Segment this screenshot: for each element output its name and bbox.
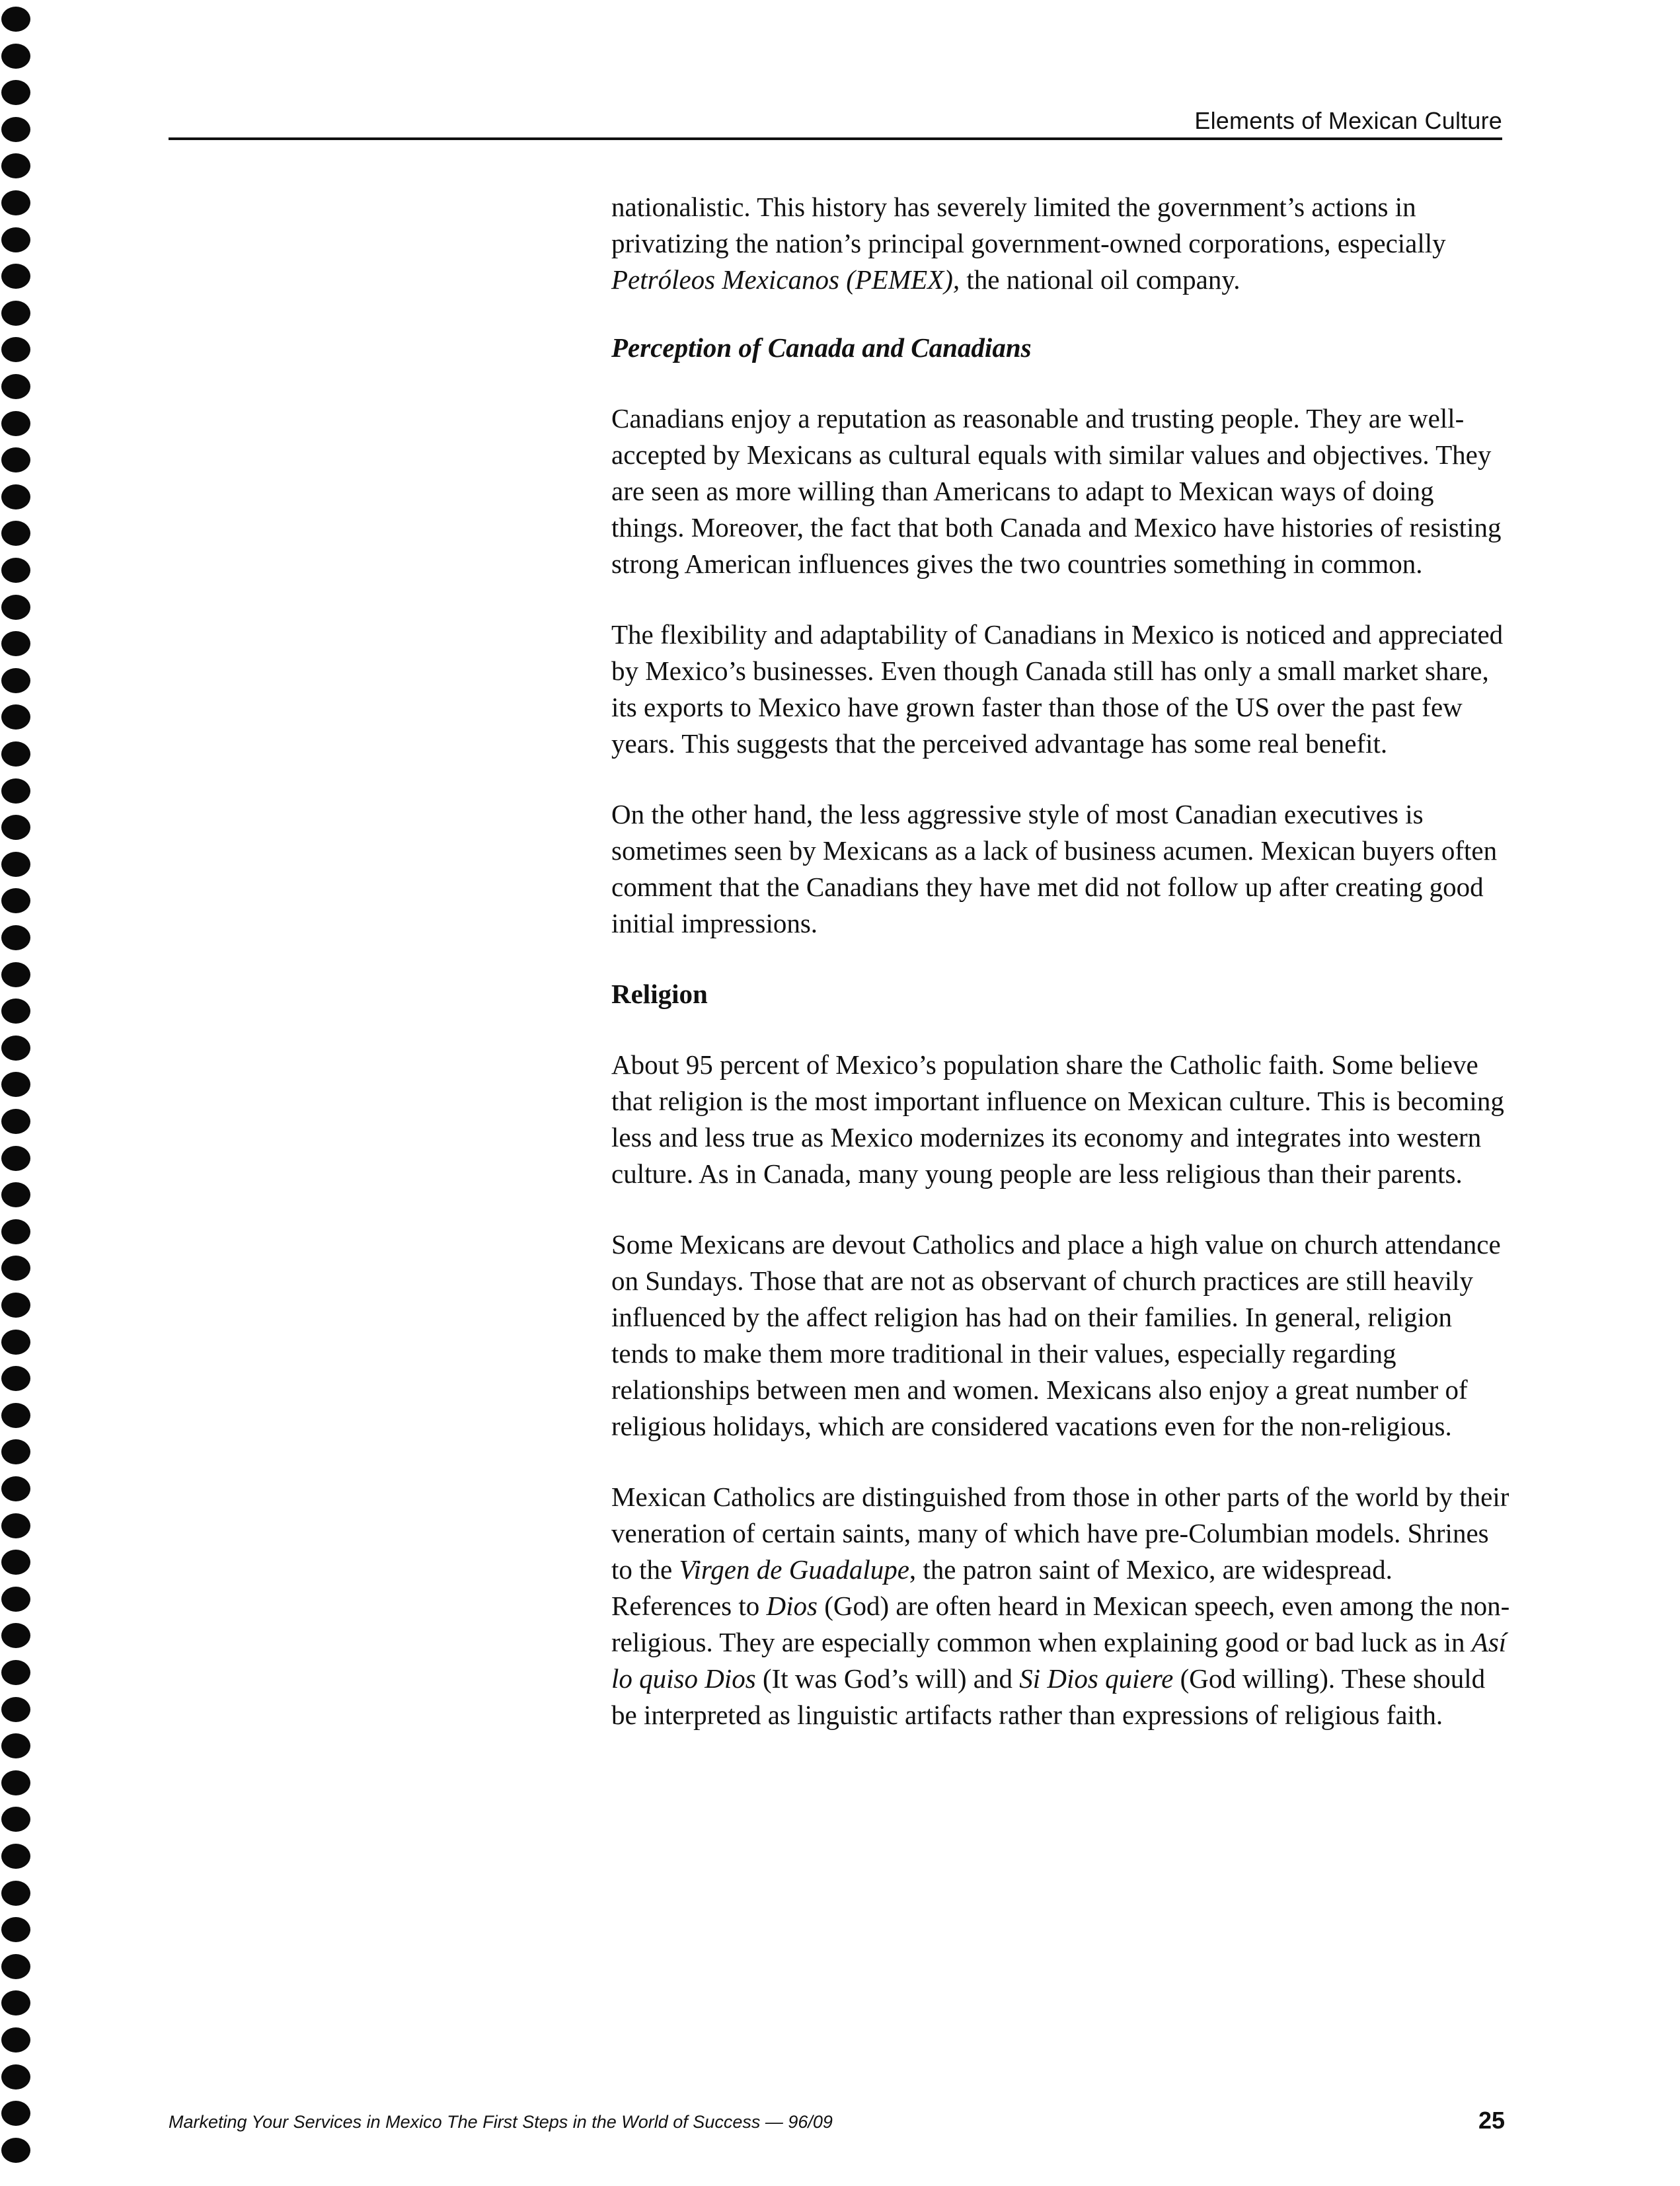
binding-hole (1, 668, 30, 693)
binding-hole (1, 815, 30, 840)
binding-hole (1, 1733, 30, 1758)
text-run: , the patron saint of Mexico, are widespread. References to (611, 1554, 1393, 1621)
italic-run: Si Dios quiere (1019, 1663, 1174, 1694)
binding-hole (1, 595, 30, 620)
subheading-canada: Perception of Canada and Canadians (611, 332, 1032, 363)
binding-hole (1, 1807, 30, 1832)
running-header (169, 106, 1502, 140)
binding-hole (1, 301, 30, 326)
binding-hole (1, 1072, 30, 1097)
page-content (611, 189, 1510, 1768)
binding-hole (1, 962, 30, 987)
binding-hole (1, 1036, 30, 1061)
binding-hole (1, 1182, 30, 1207)
italic-run: Petróleos Mexicanos (PEMEX), (611, 264, 960, 295)
binding-hole (1, 484, 30, 509)
paragraph-catholic-faith: About 95 percent of Mexico’s population share the Catholic faith. Some believe that religion is the most important influence on Mexican culture. This is becoming less and less true as Mexico modernizes its economy and integrates into western culture. As in Canada, many young people are less religious than their parents. (611, 1049, 1504, 1189)
binding-hole (1, 2138, 30, 2163)
binding-hole (1, 558, 30, 583)
italic-run: Dios (766, 1591, 818, 1621)
binding-hole (1, 80, 30, 105)
footer-title: Marketing Your Services in Mexico The First Steps in the World of Success — 96/09 (169, 2112, 833, 2132)
text-run: Mexican Catholics are distinguished from those in other parts of the world by their veneration of certain saints, many of which have pre-Columbian models. Shrines to the (611, 1482, 1509, 1585)
binding-hole (1, 925, 30, 950)
binding-hole (1, 852, 30, 877)
binding-hole (1, 521, 30, 546)
paragraph-flexibility: The flexibility and adaptability of Canadians in Mexico is noticed and appreciated by Mexico’s businesses. Even though Canada still has only a small market share, its exports to Mexico have grown faster than those of the US over the past few years. This suggests that the perceived advantage has some real benefit. (611, 619, 1504, 759)
binding-hole (1, 1476, 30, 1501)
binding-hole (1, 1917, 30, 1942)
binding-hole (1, 704, 30, 730)
header-title: Elements of Mexican Culture (1194, 107, 1502, 134)
italic-run: Así lo quiso Dios (611, 1627, 1507, 1694)
binding-hole (1, 1439, 30, 1464)
binding-hole (1, 117, 30, 142)
binding-hole (1, 44, 30, 69)
paragraph-intro (611, 189, 1510, 298)
binding-hole (1, 227, 30, 252)
binding-hole (1, 2064, 30, 2090)
binding-hole (1, 888, 30, 913)
text-run: (God willing). These should be interpreted as linguistic artifacts rather than expressions of religious faith. (611, 1663, 1486, 1730)
binding-hole (1, 1256, 30, 1281)
binding-hole (1, 2027, 30, 2053)
binding-hole (1, 2101, 30, 2126)
binding-hole (1, 1293, 30, 1318)
binding-hole (1, 7, 30, 32)
binding-hole (1, 741, 30, 767)
text-run: (It was God’s will) and (755, 1663, 1020, 1694)
binding-hole (1, 1109, 30, 1134)
binding-hole (1, 1219, 30, 1244)
paragraph-aggressive-style: On the other hand, the less aggressive style of most Canadian executives is sometimes seen by Mexicans as a lack of business acumen. Mexican buyers often comment that the Canadians they have met did not follow up after creating good initial impressions. (611, 799, 1498, 938)
heading-religion: Religion (611, 979, 708, 1009)
text-run: the national oil company. (960, 264, 1241, 295)
binding-hole (1, 1954, 30, 1979)
binding-hole (1, 264, 30, 289)
binding-hole (1, 1990, 30, 2016)
binding-hole (1, 1330, 30, 1355)
page-number: 25 (1478, 2107, 1505, 2134)
binding-hole (1, 337, 30, 362)
binding-hole (1, 411, 30, 436)
binding-hole (1, 1366, 30, 1391)
binding-hole (1, 447, 30, 472)
binding-hole (1, 1770, 30, 1795)
binding-hole (1, 1403, 30, 1428)
binding-hole (1, 1513, 30, 1538)
paragraph-saints (611, 1479, 1510, 1733)
binding-hole (1, 1587, 30, 1612)
text-run: (God) are often heard in Mexican speech, even among the non-religious. They are especially common when explaining good or bad luck as in (611, 1591, 1510, 1657)
paragraph-canadians-reputation: Canadians enjoy a reputation as reasonable and trusting people. They are well-accepted by Mexicans as cultural equals with similar values and objectives. They are seen as more willing than Americans to adapt to Mexican ways of doing things. Moreover, the fact that both Canada and Mexico have histories of resisting strong American influences gives the two countries something in common. (611, 403, 1502, 579)
binding-hole (1, 1844, 30, 1869)
binding-hole (1, 1660, 30, 1685)
binding-hole (1, 1697, 30, 1722)
binding-hole (1, 190, 30, 215)
binding-hole (1, 153, 30, 178)
binding-hole (1, 1881, 30, 1906)
binding-hole (1, 631, 30, 656)
italic-run: Virgen de Guadalupe (679, 1554, 909, 1585)
binding-hole (1, 374, 30, 399)
binding-hole (1, 1550, 30, 1575)
binding-hole (1, 999, 30, 1024)
binding-hole (1, 778, 30, 804)
binding-hole (1, 1623, 30, 1648)
text-run: nationalistic. This history has severely limited the government’s actions in privatizing the nation’s principal government-owned corporations, especially (611, 192, 1446, 258)
binding-hole (1, 1146, 30, 1171)
paragraph-devout-catholics: Some Mexicans are devout Catholics and place a high value on church attendance on Sundays. Those that are not as observant of church practices are still heavily influenced by the affect religion has had on their families. In general, religion tends to make them more traditional in their values, especially regarding relationships between men and women. Mexicans also enjoy a great number of religious holidays, which are considered vacations even for the non-religious. (611, 1229, 1501, 1441)
spiral-binding (0, 0, 46, 2186)
